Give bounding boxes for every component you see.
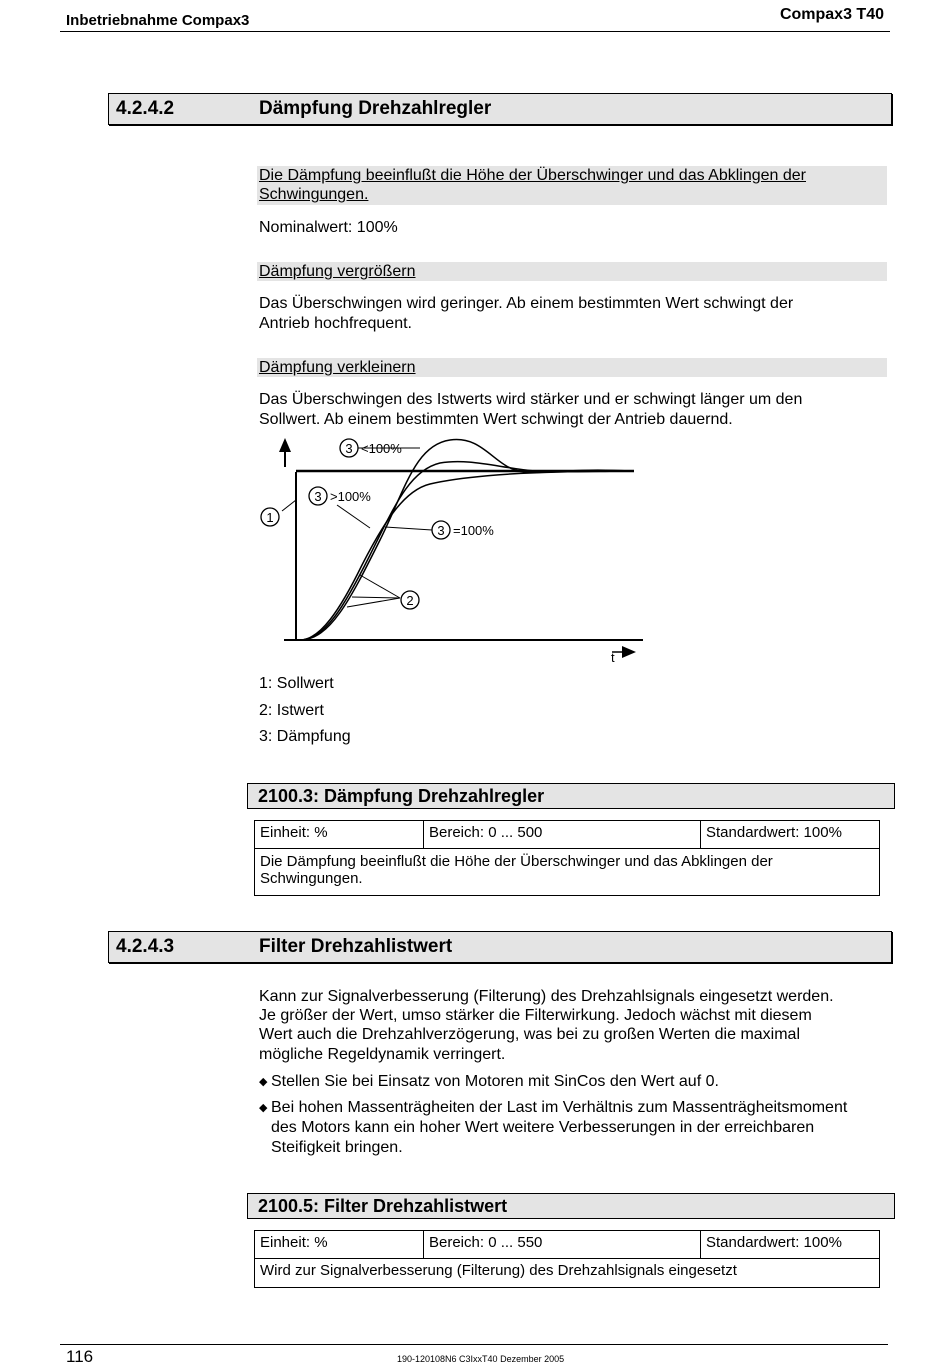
marker-3-gt100-label: 3: [314, 489, 322, 504]
bullet-diamond-icon: ◆: [259, 1076, 268, 1088]
y-arrow-head: [279, 438, 291, 452]
legend-daempfung: 3: Dämpfung: [259, 728, 351, 745]
axis-t-label: t: [611, 650, 615, 665]
leader-gt100: [337, 505, 370, 528]
section-title: Dämpfung Drehzahlregler: [259, 98, 492, 119]
leader-actual-3: [347, 598, 400, 607]
label-eq100: =100%: [453, 523, 494, 538]
intro-line-2: Schwingungen.: [259, 186, 369, 203]
marker-2-label: 2: [406, 593, 414, 608]
label-lt100: <100%: [361, 441, 402, 456]
legend-sollwert: 1: Sollwert: [259, 675, 334, 692]
marker-1-label: 1: [266, 510, 274, 525]
param-description: [255, 849, 880, 896]
increase-line-1: Das Überschwingen wird geringer. Ab einem bestimmten Wert schwingt der: [259, 295, 794, 312]
filter-text-3: Wert auch die Drehzahlverzögerung, was bei zu großen Werten die maximal: [259, 1026, 800, 1043]
bullet-text-line-2: des Motors kann ein hoher Wert weitere Verbesserungen in der erreichbaren: [271, 1119, 815, 1136]
response-curve-low-damping: [300, 440, 630, 640]
bullet-item-inertia: [259, 1098, 899, 1158]
filter-text-2: Je größer der Wert, umso stärker die Filterwirkung. Jedoch wächst mit diesem: [259, 1007, 812, 1024]
decrease-line-1: Das Überschwingen des Istwerts wird stärker und er schwingt länger um den: [259, 391, 803, 408]
increase-heading: Dämpfung vergrößern: [259, 263, 416, 280]
section-number: 4.2.4.3: [116, 936, 175, 957]
section-title: Filter Drehzahlistwert: [259, 936, 453, 957]
param-range: Bereich: 0 ... 500: [424, 821, 701, 849]
increase-line-2: Antrieb hochfrequent.: [259, 315, 412, 332]
param-title: 2100.3: Dämpfung Drehzahlregler: [258, 786, 545, 806]
section-heading-filter: [108, 931, 892, 963]
param-table-2100-3: [254, 820, 880, 896]
leader-eq100: [385, 527, 432, 530]
param-heading-2100-5: [247, 1193, 895, 1219]
header-left-title: Inbetriebnahme Compax3: [66, 12, 250, 29]
param-heading-2100-3: [247, 783, 895, 809]
bullet-text-line-1: Bei hohen Massenträgheiten der Last im Verhältnis zum Massenträgheitsmoment: [271, 1099, 848, 1116]
filter-text-4: mögliche Regeldynamik verringert.: [259, 1046, 506, 1063]
decrease-line-2: Sollwert. Ab einem bestimmten Wert schwingt der Antrieb dauernd.: [259, 411, 733, 428]
param-table-2100-5: [254, 1230, 880, 1288]
footer-rule: [60, 1344, 888, 1345]
decrease-heading: Dämpfung verkleinern: [259, 359, 416, 376]
section-number: 4.2.4.2: [116, 98, 175, 119]
param-default: Standardwert: 100%: [701, 1231, 880, 1259]
param-unit: Einheit: %: [255, 1231, 424, 1259]
intro-line-1: Die Dämpfung beeinflußt die Höhe der Überschwinger und das Abklingen der: [259, 167, 806, 184]
legend-istwert: 2: Istwert: [259, 702, 324, 719]
label-gt100: >100%: [330, 489, 371, 504]
bullet-text: Stellen Sie bei Einsatz von Motoren mit SinCos den Wert auf 0.: [271, 1073, 719, 1090]
page-number: 116: [66, 1347, 94, 1366]
param-title: 2100.5: Filter Drehzahlistwert: [258, 1196, 508, 1216]
nominal-value: Nominalwert: 100%: [259, 219, 398, 236]
bullet-diamond-icon: ◆: [259, 1102, 268, 1114]
bullet-text: [271, 1098, 891, 1158]
marker-3-eq100-label: 3: [437, 523, 445, 538]
param-range: Bereich: 0 ... 550: [424, 1231, 701, 1259]
param-unit: Einheit: %: [255, 821, 424, 849]
param-description: Wird zur Signalverbesserung (Filterung) des Drehzahlsignals eingesetzt: [255, 1259, 880, 1288]
param-description-line-2: Schwingungen.: [260, 870, 363, 887]
marker-3-lt100-label: 3: [345, 441, 353, 456]
leader-setpoint: [282, 500, 296, 511]
param-default: Standardwert: 100%: [701, 821, 880, 849]
header-right-title: Compax3 T40: [779, 6, 884, 23]
param-description-line-1: Die Dämpfung beeinflußt die Höhe der Überschwinger und das Abklingen der: [260, 853, 773, 870]
filter-text-1: Kann zur Signalverbesserung (Filterung) des Drehzahlsignals eingesetzt werden.: [259, 988, 834, 1005]
x-arrow-head: [622, 646, 636, 658]
leader-actual-1: [352, 597, 400, 598]
document-id: 190-120108N6 C3IxxT40 Dezember 2005: [397, 1354, 565, 1364]
leader-actual-2: [360, 575, 400, 598]
bullet-text-line-3: Steifigkeit bringen.: [271, 1139, 403, 1156]
